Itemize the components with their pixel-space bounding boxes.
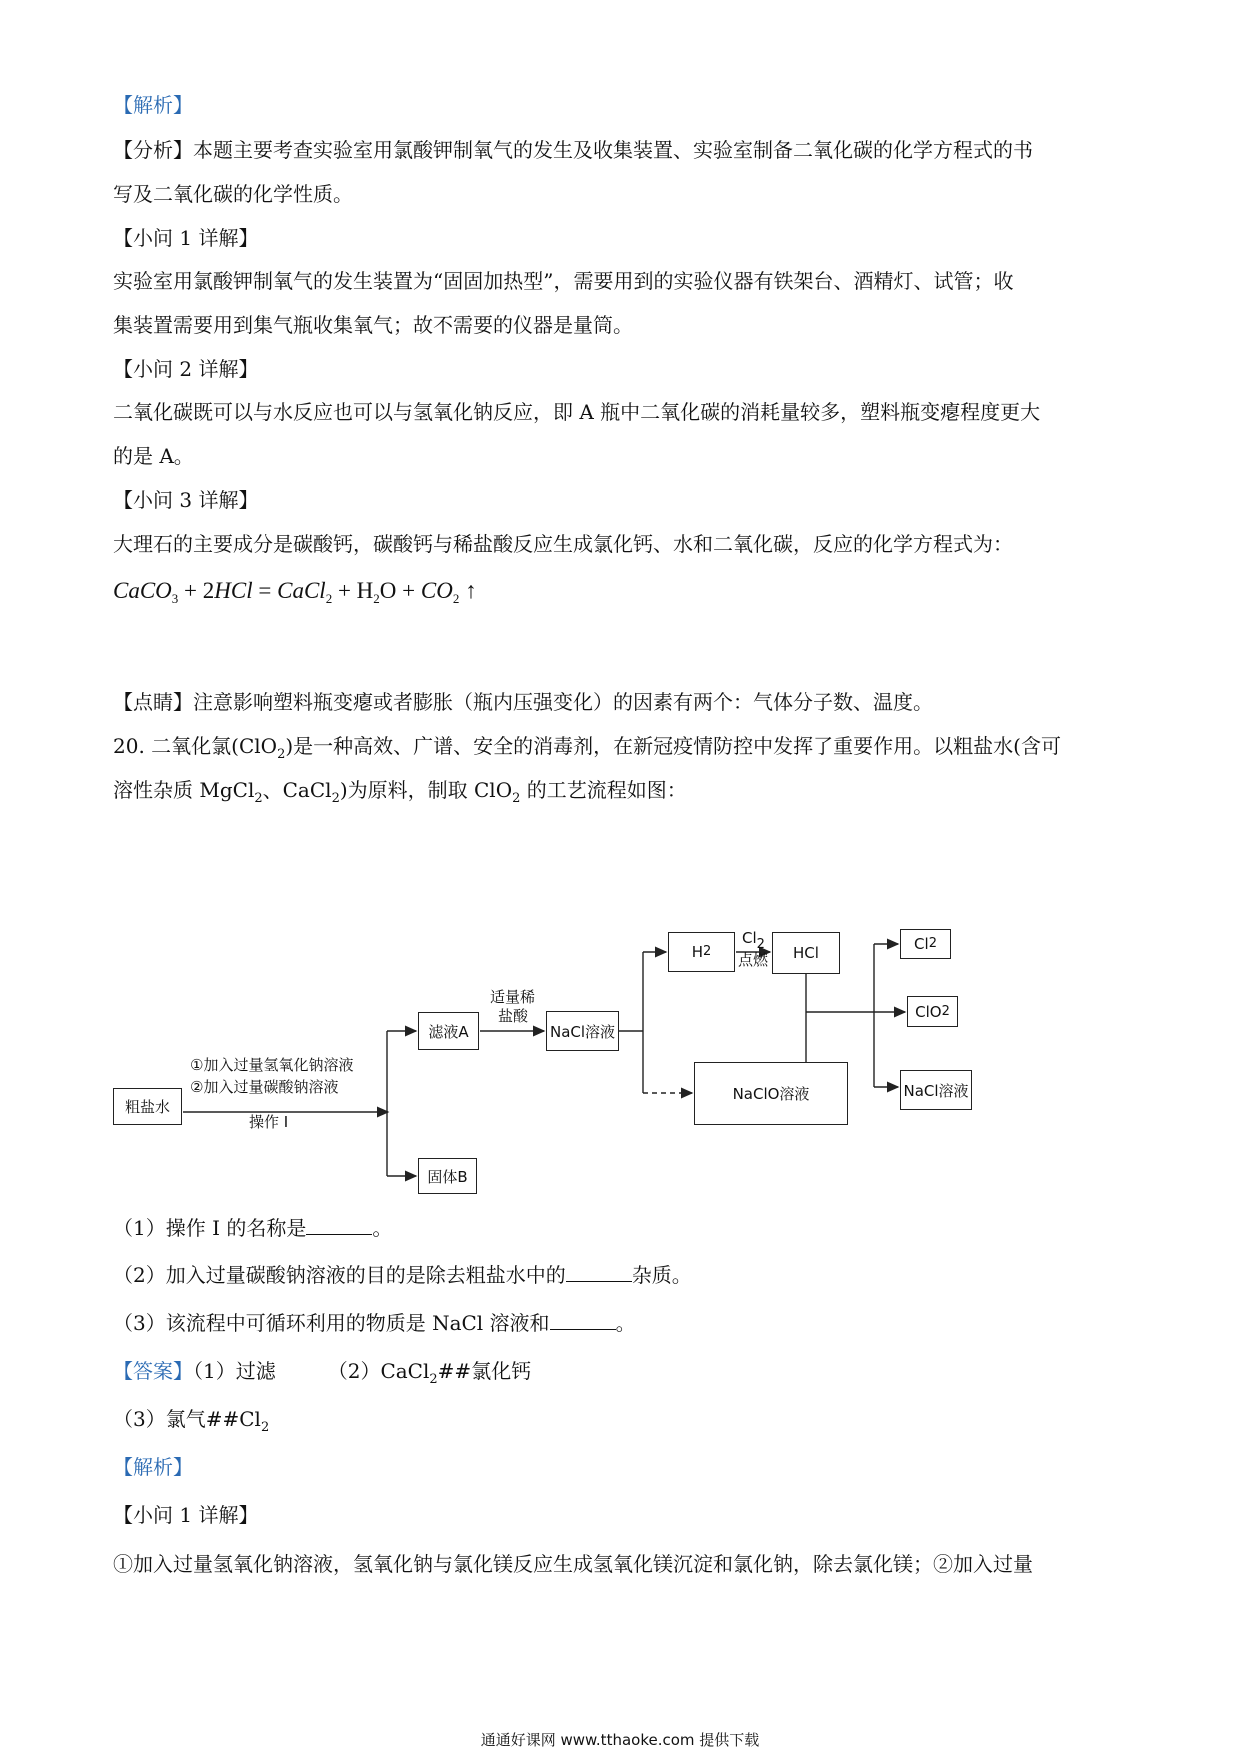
subquestion-1-text-2: ①加入过量氢氧化钠溶液，氢氧化钠与氯化镁反应生成氢氧化镁沉淀和氯化钠，除去氯化镁；②加入过量	[113, 1552, 1033, 1576]
answer-line-3: （3）氯气$\#\#Cl_2$	[113, 1407, 270, 1435]
label-condition-cl2: $Cl_2$	[742, 929, 765, 952]
box-h2: H 2	[668, 932, 735, 972]
box-filtrate-a: 滤液A	[418, 1012, 479, 1050]
subquestion-1-heading: 【小问 1 详解】	[113, 226, 259, 250]
box-nacl-product: NaCl溶液	[900, 1070, 972, 1110]
question-20-stem: 20. 二氧化氯(ClO$_2$)是一种高效、广谱、安全的消毒剂，在新冠疫情防控中发挥了重要作用。以粗盐水(含可	[113, 734, 1061, 762]
answer-blank	[550, 1311, 616, 1330]
label-acid-2: 盐酸	[498, 1007, 529, 1025]
analysis-text: 【分析】本题主要考查实验室用氯酸钾制氧气的发生及收集装置、实验室制备二氧化碳的化学方程式的书	[113, 138, 1033, 162]
label-step-1: ①加入过量氢氧化钠溶液	[190, 1056, 354, 1074]
key-point: 【点睛】注意影响塑料瓶变瘪或者膨胀（瓶内压强变化）的因素有两个：气体分子数、温度。	[113, 690, 933, 714]
label-operation-1: 操作 I	[249, 1113, 289, 1131]
question-1: （1）操作 I 的名称是 。	[113, 1216, 393, 1240]
box-cl2: Cl 2	[900, 929, 951, 959]
label-acid-1: 适量稀	[490, 988, 536, 1006]
subquestion-1-text-cont: 集装置需要用到集气瓶收集氧气；故不需要的仪器是量筒。	[113, 313, 633, 337]
subquestion-3-heading: 【小问 3 详解】	[113, 488, 259, 512]
subquestion-2-text: 二氧化碳既可以与水反应也可以与氢氧化钠反应，即 A 瓶中二氧化碳的消耗量较多，塑料瓶变瘪程度更大	[113, 400, 1041, 424]
question-2: （2）加入过量碳酸钠溶液的目的是除去粗盐水中的 杂质。	[113, 1263, 692, 1287]
box-clo2: ClO 2	[907, 996, 958, 1027]
question-20-stem-cont: 溶性杂质 MgCl$_2$、CaCl$_2$)为原料，制取 ClO$_2$ 的工艺流程如图：	[113, 778, 687, 806]
label-step-2: ②加入过量碳酸钠溶液	[190, 1078, 339, 1096]
box-crude-brine: 粗盐水	[113, 1088, 182, 1125]
box-naclo-solution: NaClO溶液	[694, 1062, 848, 1125]
answer-blank	[306, 1216, 372, 1235]
answer-line: 【答案】（1）过滤 （2）CaCl$_2$##氯化钙	[113, 1359, 532, 1387]
analysis-heading-2: 【解析】	[113, 1455, 193, 1479]
box-solid-b: 固体B	[418, 1158, 477, 1194]
question-3: （3）该流程中可循环利用的物质是 NaCl 溶液和 。	[113, 1311, 636, 1335]
analysis-heading: 【解析】	[113, 93, 193, 117]
subquestion-1-text: 实验室用氯酸钾制氧气的发生装置为“固固加热型”，需要用到的实验仪器有铁架台、酒精灯、试管；收	[113, 269, 1014, 293]
label-condition-ignite: 点燃	[738, 951, 769, 969]
subquestion-2-heading: 【小问 2 详解】	[113, 357, 259, 381]
answer-blank	[566, 1263, 632, 1282]
subquestion-3-text: 大理石的主要成分是碳酸钙，碳酸钙与稀盐酸反应生成氯化钙、水和二氧化碳，反应的化学方程式为：	[113, 532, 1013, 556]
chemical-equation: CaCO$_3$ + 2HCl = CaCl$_2$ + $H_2O + CO_2$ ↑	[113, 578, 477, 606]
subquestion-1-heading-2: 【小问 1 详解】	[113, 1503, 259, 1527]
answer-tag: 【答案】	[113, 1359, 193, 1383]
box-nacl-solution: NaCl溶液	[546, 1011, 619, 1051]
analysis-text-cont: 写及二氧化碳的化学性质。	[113, 182, 353, 206]
page-footer: 通通好课网 www.tthaoke.com 提供下载	[480, 1731, 760, 1749]
box-hcl: HCl	[772, 932, 840, 974]
subquestion-2-text-cont: 的是 A。	[113, 444, 194, 468]
